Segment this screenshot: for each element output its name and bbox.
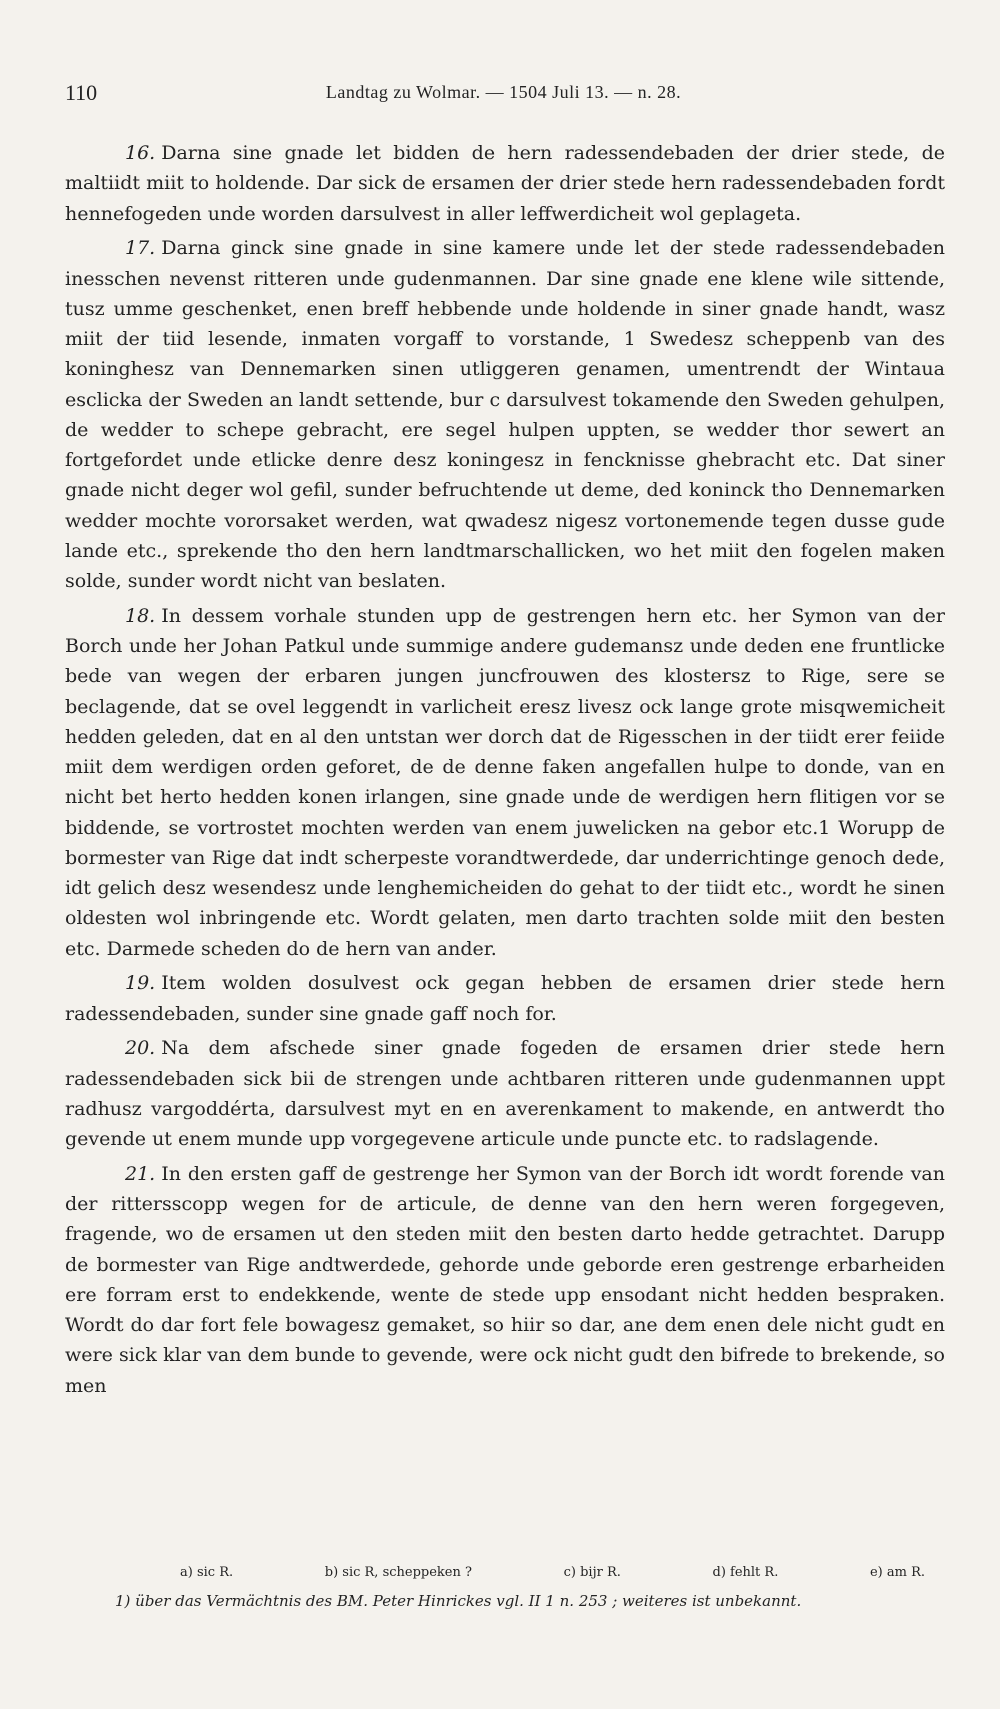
paragraph-number: 18. — [125, 604, 156, 627]
footnotes — [65, 1565, 945, 1610]
variant-note: e) am R. — [869, 1565, 925, 1580]
explanatory-footnote: 1) über das Vermächtnis des BM. Peter Hinrickes vgl. II 1 n. 253 ; weiteres ist unbekannt. — [115, 1592, 802, 1610]
variant-note: d) fehlt R. — [712, 1565, 779, 1580]
paragraph-number: 19. — [125, 972, 156, 995]
paragraph-text: Item wolden dosulvest ock gegan hebben de ersamen drier stede hern radessendebaden, sunder sine gnade gaff noch for. — [65, 972, 945, 1025]
variant-note: a) sic R. — [180, 1565, 234, 1580]
paragraph-text: Na dem afschede siner gnade fogeden de ersamen drier stede hern radessendebaden sick bii de strengen unde achtbaren ritteren unde gudenmannen uppt radhusz vargoddérta, darsulvest myt en en averenkament to makende, en antwerdt tho gevende ut enem munde upp vorgegevene articule unde puncte etc. to radslagende. — [65, 1037, 945, 1150]
paragraph-number: 21. — [125, 1162, 156, 1185]
paragraph-text: In dessem vorhale stunden upp de gestrengen hern etc. her Symon van der Borch unde her Johan Patkul unde summige andere gudemansz unde deden ene fruntlicke bede van wegen der erbaren jungen juncfrouwen des klostersz to Rige, sere se beclagende, dat se ovel leggendt in varlicheit eresz livesz ock lange grote misqwemicheit hedden geleden, dat en al den untstan wer dorch dat de Rigesschen in der tiidt erer feiide miit dem werdigen orden geforet, de de denne faken angefallen hulpe to donde, van en nicht bet herto hedden konen irlangen, sine gnade unde de werdigen hern flitigen vor se biddende, se vortrostet mochten werden van enem juwelicken na gebor etc.1 Worupp de bormester van Rige dat indt scherpeste vorandtwerdede, dar underrichtinge genoch dede, idt gelich desz wesendesz unde lenghemicheiden do gehat to der tiidt etc., wordt he sinen oldesten wol inbringende etc. Wordt gelaten, men darto trachten solde miit den besten etc. Darmede scheden do de hern van ander. — [65, 604, 945, 960]
paragraph-20 — [65, 1033, 945, 1154]
page-header — [65, 80, 942, 110]
paragraph-text: Darna ginck sine gnade in sine kamere unde let der stede radessendebaden inesschen nevenst ritteren unde gudenmannen. Dar sine gnade ene klene wile sittende, tusz umme geschenket, enen breff hebbende unde holdende in siner gnade handt, wasz miit der tiid lesende, inmaten vorgaff to vorstande, 1 Swedesz scheppenb van des koninghesz van Dennemarken sinen utliggeren genamen, umentrendt der Wintaua esclicka der Sweden an landt settende, bur c darsulvest tokamende den Sweden gehulpen, de wedder to schepe gebracht, ere segel hulpen uppten, se wedder thor sewert an fortgefordet unde etlicke denre desz koningesz in fencknisse ghebracht etc. Dat siner gnade nicht deger wol gefil, sunder befruchtende ut deme, ded koninck tho Dennemarken wedder mochte vororsaket werden, wat qwadesz nigesz vortonemende tegen dusse gude lande etc., sprekende tho den hern landtmarschallicken, wo het miit den fogelen maken solde, sunder wordt nicht van beslaten. — [65, 237, 945, 592]
variant-note: c) bijr R. — [563, 1565, 621, 1580]
body-text — [65, 138, 945, 1401]
paragraph-text: Darna sine gnade let bidden de hern radessendebaden der drier stede, de maltiidt miit to holdende. Dar sick de ersamen der drier stede hern radessendebaden fordt hennefogeden unde worden darsulvest in aller leffwerdicheit wol geplageta. — [65, 142, 945, 225]
paragraph-text: In den ersten gaff de gestrenge her Symon van der Borch idt wordt forende van der rittersscopp wegen for de articule, de denne van den hern weren forgegeven, fragende, wo de ersamen ut den steden miit den besten darto hedde getrachtet. Darupp de bormester van Rige andtwerdede, gehorde unde geborde eren gestrenge erbarheiden ere forram erst to endekkende, wente de stede upp ensodant nicht hedden bespraken. Wordt do dar fort fele bowagesz gemaket, so hiir so dar, ane dem enen dele nicht gudt en were sick klar van dem bunde to gevende, were ock nicht gudt den bifrede to brekende, so men — [65, 1162, 945, 1397]
variant-notes — [65, 1565, 945, 1580]
paragraph-19 — [65, 968, 945, 1029]
paragraph-number: 17. — [125, 237, 156, 260]
page-number: 110 — [65, 80, 98, 105]
paragraph-17 — [65, 233, 945, 596]
paragraph-18 — [65, 601, 945, 964]
paragraph-21 — [65, 1159, 945, 1401]
paragraph-number: 16. — [125, 142, 156, 164]
variant-note: b) sic R, scheppeken ? — [324, 1565, 472, 1580]
running-head: Landtag zu Wolmar. — 1504 Juli 13. — n. 28. — [325, 82, 682, 102]
paragraph-number: 20. — [125, 1037, 156, 1060]
paragraph-16 — [65, 138, 945, 229]
